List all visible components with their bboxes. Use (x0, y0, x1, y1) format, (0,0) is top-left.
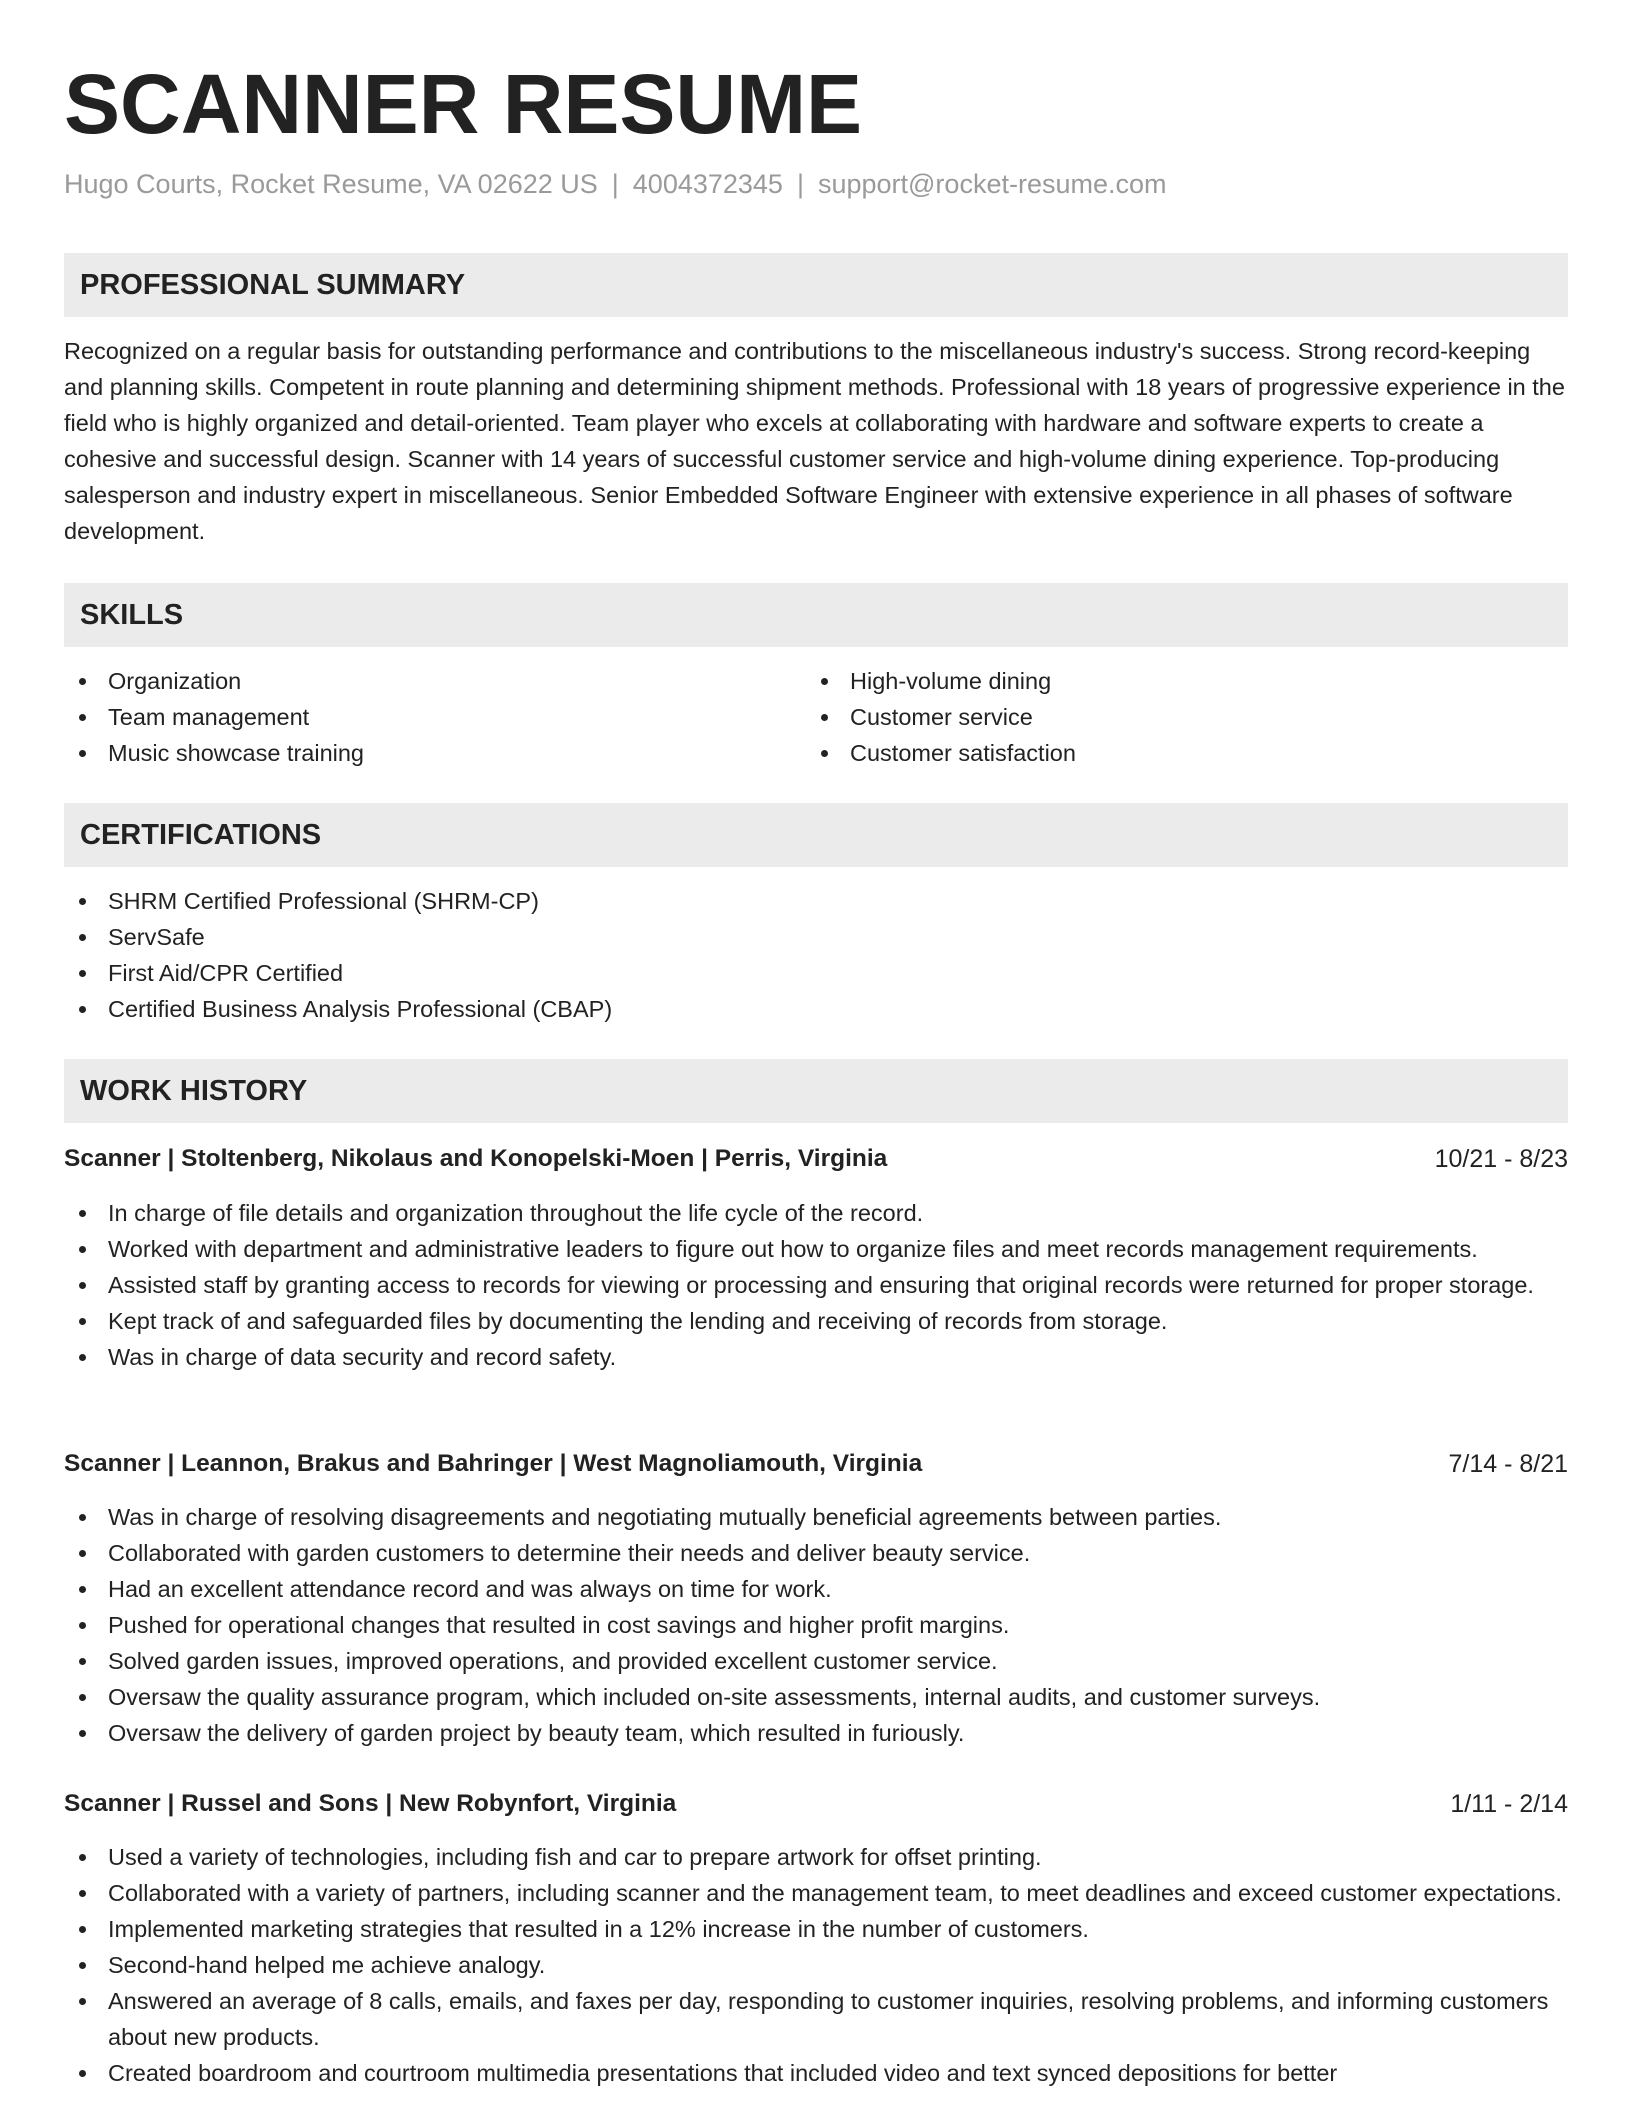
job-bullet: Was in charge of data security and record safety. (64, 1339, 1568, 1375)
contact-separator: | (796, 169, 804, 199)
work-history-heading: WORK HISTORY (64, 1059, 1568, 1123)
contact-line (64, 166, 1167, 202)
job-dates: 10/21 - 8/23 (1434, 1145, 1568, 1173)
skills-list-left (64, 663, 804, 771)
skill-item: Organization (64, 663, 804, 699)
job-bullet: Assisted staff by granting access to records for viewing or processing and ensuring that original records were returned for proper storage. (64, 1267, 1568, 1303)
certifications-list (64, 883, 1568, 1027)
job-bullet: Collaborated with a variety of partners, including scanner and the management team, to meet deadlines and exceed customer expectations. (64, 1875, 1568, 1911)
skills-list-right (806, 663, 1546, 771)
skill-item: Team management (64, 699, 804, 735)
certification-item: First Aid/CPR Certified (64, 955, 1568, 991)
job-bullet: Created boardroom and courtroom multimedia presentations that included video and text synced depositions for better (64, 2055, 1568, 2091)
job-bullet: Implemented marketing strategies that resulted in a 12% increase in the number of customers. (64, 1911, 1568, 1947)
contact-email: support@rocket-resume.com (817, 169, 1167, 199)
job-bullet: Worked with department and administrative leaders to figure out how to organize files and meet records management requirements. (64, 1231, 1568, 1267)
job-bullets (64, 1499, 1568, 1751)
job-bullet: Pushed for operational changes that resulted in cost savings and higher profit margins. (64, 1607, 1568, 1643)
skills-heading: SKILLS (64, 583, 1568, 647)
job-bullet: Solved garden issues, improved operations, and provided excellent customer service. (64, 1643, 1568, 1679)
certification-item: Certified Business Analysis Professional (CBAP) (64, 991, 1568, 1027)
job-dates: 7/14 - 8/21 (1448, 1450, 1568, 1478)
contact-separator: | (611, 169, 619, 199)
certifications-heading: CERTIFICATIONS (64, 803, 1568, 867)
skill-item: High-volume dining (806, 663, 1546, 699)
skill-item: Customer satisfaction (806, 735, 1546, 771)
certification-item: ServSafe (64, 919, 1568, 955)
job-title: Scanner | Stoltenberg, Nikolaus and Konopelski-Moen | Perris, Virginia (64, 1145, 888, 1172)
certification-item: SHRM Certified Professional (SHRM-CP) (64, 883, 1568, 919)
skill-item: Customer service (806, 699, 1546, 735)
job-bullet: Had an excellent attendance record and was always on time for work. (64, 1571, 1568, 1607)
job-title: Scanner | Russel and Sons | New Robynfort, Virginia (64, 1790, 677, 1817)
job-bullet: Collaborated with garden customers to determine their needs and deliver beauty service. (64, 1535, 1568, 1571)
summary-heading: PROFESSIONAL SUMMARY (64, 253, 1568, 317)
job-bullet: Kept track of and safeguarded files by documenting the lending and receiving of records from storage. (64, 1303, 1568, 1339)
job-bullet: Oversaw the quality assurance program, which included on-site assessments, internal audits, and customer surveys. (64, 1679, 1568, 1715)
contact-phone: 4004372345 (632, 169, 783, 199)
summary-text: Recognized on a regular basis for outstanding performance and contributions to the miscellaneous industry's success. Strong record-keeping and planning skills. Competent in route planning and determining shipment methods. Professional with 18 years of progressive experience in the field who is highly organized and detail-oriented. Team player who excels at collaborating with hardware and software experts to create a cohesive and successful design. Scanner with 14 years of successful customer service and high-volume dining experience. Top-producing salesperson and industry expert in miscellaneous. Senior Embedded Software Engineer with extensive experience in all phases of software development. (64, 338, 1565, 544)
job-bullet: In charge of file details and organization throughout the life cycle of the record. (64, 1195, 1568, 1231)
job-bullet: Was in charge of resolving disagreements and negotiating mutually beneficial agreements between parties. (64, 1499, 1568, 1535)
job-bullets (64, 1195, 1568, 1375)
job-bullet: Answered an average of 8 calls, emails, and faxes per day, responding to customer inquiries, resolving problems, and informing customers about new products. (64, 1983, 1568, 2055)
resume-title: SCANNER RESUME (64, 57, 863, 151)
job-title: Scanner | Leannon, Brakus and Bahringer | West Magnoliamouth, Virginia (64, 1450, 923, 1477)
skill-item: Music showcase training (64, 735, 804, 771)
job-bullet: Used a variety of technologies, including fish and car to prepare artwork for offset printing. (64, 1839, 1568, 1875)
contact-address: Hugo Courts, Rocket Resume, VA 02622 US (64, 169, 598, 199)
job-bullets (64, 1839, 1568, 2091)
job-bullet: Second-hand helped me achieve analogy. (64, 1947, 1568, 1983)
job-bullet: Oversaw the delivery of garden project by beauty team, which resulted in furiously. (64, 1715, 1568, 1751)
job-dates: 1/11 - 2/14 (1450, 1790, 1568, 1818)
